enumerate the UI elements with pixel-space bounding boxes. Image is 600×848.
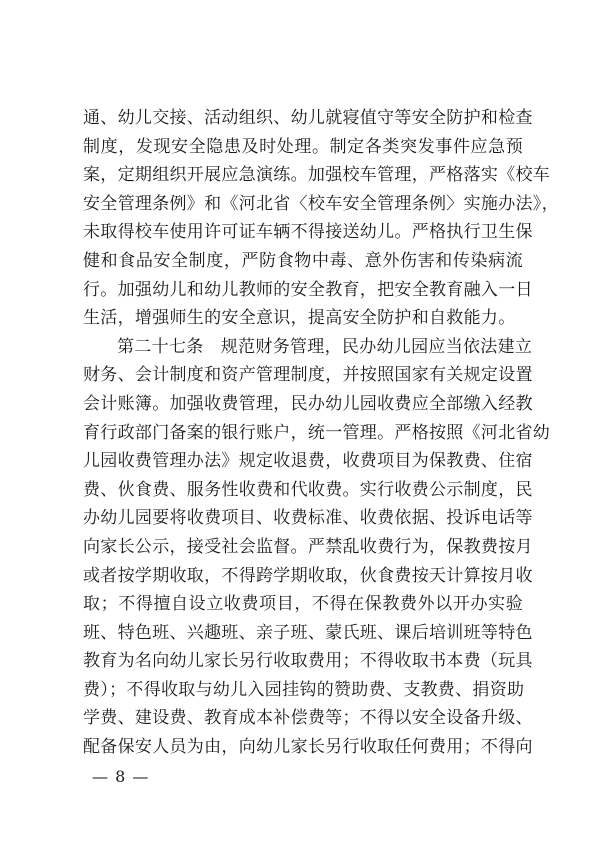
text-line: 费）；不得收取与幼儿入园挂钩的赞助费、支教费、捐资助 — [83, 679, 525, 700]
text-line: 儿园收费管理办法》规定收退费，收费项目为保教费、住宿 — [83, 451, 533, 472]
text-line: 财务、会计制度和资产管理制度，并按照国家有关规定设置 — [83, 365, 533, 386]
text-line: 会计账簿。加强收费管理，民办幼儿园收费应全部缴入经教 — [83, 393, 533, 414]
text-line: 取；不得擅自设立收费项目，不得在保教费外以开办实验 — [83, 594, 523, 615]
text-line: 安全管理条例》和《河北省〈校车安全管理条例〉实施办法》， — [83, 193, 559, 214]
text-line: 育行政部门备案的银行账户，统一管理。严格按照《河北省幼 — [83, 422, 551, 443]
text-line: 健和食品安全制度，严防食物中毒、意外伤害和传染病流 — [83, 250, 523, 271]
text-line: 教育为名向幼儿家长另行收取费用；不得收取书本费（玩具 — [83, 651, 533, 672]
text-line: 行。加强幼儿和幼儿教师的安全教育，把安全教育融入一日 — [83, 279, 533, 300]
article-27-first-line: 第二十七条 规范财务管理，民办幼儿园应当依法建立 — [117, 336, 533, 357]
text-line: 学费、建设费、教育成本补偿费等；不得以安全设备升级、 — [83, 708, 533, 729]
text-line: 配备保安人员为由，向幼儿家长另行收取任何费用；不得向 — [83, 737, 533, 758]
text-line: 未取得校车使用许可证车辆不得接送幼儿。严格执行卫生保 — [83, 222, 533, 243]
text-line: 办幼儿园要将收费项目、收费标准、收费依据、投诉电话等 — [83, 508, 533, 529]
text-line: 制度，发现安全隐患及时处理。制定各类突发事件应急预 — [83, 136, 523, 157]
text-line: 或者按学期收取，不得跨学期收取，伙食费按天计算按月收 — [83, 565, 533, 586]
text-line: 费、伙食费、服务性收费和代收费。实行收费公示制度，民 — [83, 479, 533, 500]
page-number: — 8 — — [92, 767, 150, 786]
text-line: 通、幼儿交接、活动组织、幼儿就寝值守等安全防护和检查 — [83, 108, 533, 128]
text-line: 案，定期组织开展应急演练。加强校车管理，严格落实《校车 — [83, 165, 551, 186]
text-line: 班、特色班、兴趣班、亲子班、蒙氏班、课后培训班等特色 — [83, 622, 533, 643]
text-line: 向家长公示，接受社会监督。严禁乱收费行为，保教费按月 — [83, 536, 533, 557]
text-line: 生活，增强师生的安全意识，提高安全防护和自救能力。 — [83, 308, 516, 329]
body-text — [83, 104, 559, 762]
